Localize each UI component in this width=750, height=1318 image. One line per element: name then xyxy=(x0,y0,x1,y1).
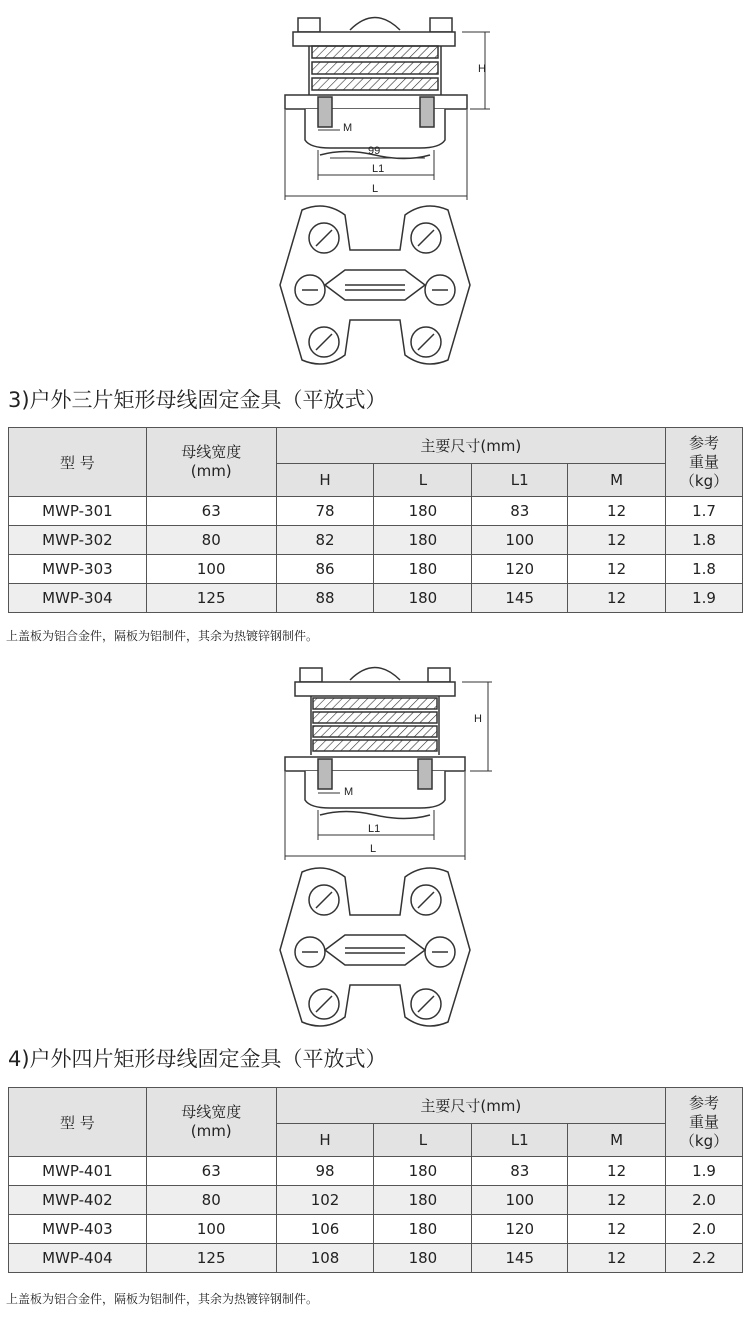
header-reference-weight: 参考 重量 （kg） xyxy=(666,428,743,497)
header-M: M xyxy=(568,1124,666,1157)
spec-table-three-piece xyxy=(8,427,743,613)
header-L1: L1 xyxy=(472,464,568,497)
dim-label-L1: L1 xyxy=(368,823,381,835)
header-L: L xyxy=(374,1124,472,1157)
header-H: H xyxy=(276,464,374,497)
header-main-dimensions: 主要尺寸(mm) xyxy=(276,428,665,464)
table-row: MWP-402 80 102 180 100 12 2.0 xyxy=(9,1186,743,1215)
table-row: MWP-302 80 82 180 100 12 1.8 xyxy=(9,526,743,555)
dim-label-L: L xyxy=(372,183,379,195)
header-M: M xyxy=(568,464,666,497)
table-row: MWP-304 125 88 180 145 12 1.9 xyxy=(9,584,743,613)
header-model: 型 号 xyxy=(9,1088,147,1157)
header-L1: L1 xyxy=(472,1124,568,1157)
header-H: H xyxy=(276,1124,374,1157)
header-main-dimensions: 主要尺寸(mm) xyxy=(276,1088,665,1124)
header-busbar-width: 母线宽度 (mm) xyxy=(146,1088,276,1157)
table-row: MWP-403 100 106 180 120 12 2.0 xyxy=(9,1215,743,1244)
header-model: 型 号 xyxy=(9,428,147,497)
section-title-three-piece: 3)户外三片矩形母线固定金具（平放式） xyxy=(8,388,387,412)
header-L: L xyxy=(374,464,472,497)
dim-label-L: L xyxy=(370,843,377,855)
material-note-three-piece: 上盖板为铝合金件，隔板为铝制件，其余为热镀锌钢制件。 xyxy=(6,629,319,643)
dim-label-L1: L1 xyxy=(372,163,385,175)
spec-table-four-piece xyxy=(8,1087,743,1273)
technical-drawing-three-piece xyxy=(0,0,750,370)
dim-label-H: H xyxy=(478,63,486,75)
section-title-four-piece: 4)户外四片矩形母线固定金具（平放式） xyxy=(8,1047,387,1071)
dim-label-M: M xyxy=(344,786,354,798)
table-row: MWP-303 100 86 180 120 12 1.8 xyxy=(9,555,743,584)
technical-drawing-four-piece xyxy=(0,650,750,1030)
table-row: MWP-404 125 108 180 145 12 2.2 xyxy=(9,1244,743,1273)
header-busbar-width: 母线宽度 (mm) xyxy=(146,428,276,497)
table-row: MWP-401 63 98 180 83 12 1.9 xyxy=(9,1157,743,1186)
dim-label-M: M xyxy=(343,122,353,134)
header-reference-weight: 参考 重量 （kg） xyxy=(666,1088,743,1157)
dim-label-H: H xyxy=(474,713,482,725)
table-row: MWP-301 63 78 180 83 12 1.7 xyxy=(9,497,743,526)
material-note-four-piece: 上盖板为铝合金件，隔板为铝制件，其余为热镀锌钢制件。 xyxy=(6,1292,319,1306)
dim-label-99: 99 xyxy=(368,145,381,157)
